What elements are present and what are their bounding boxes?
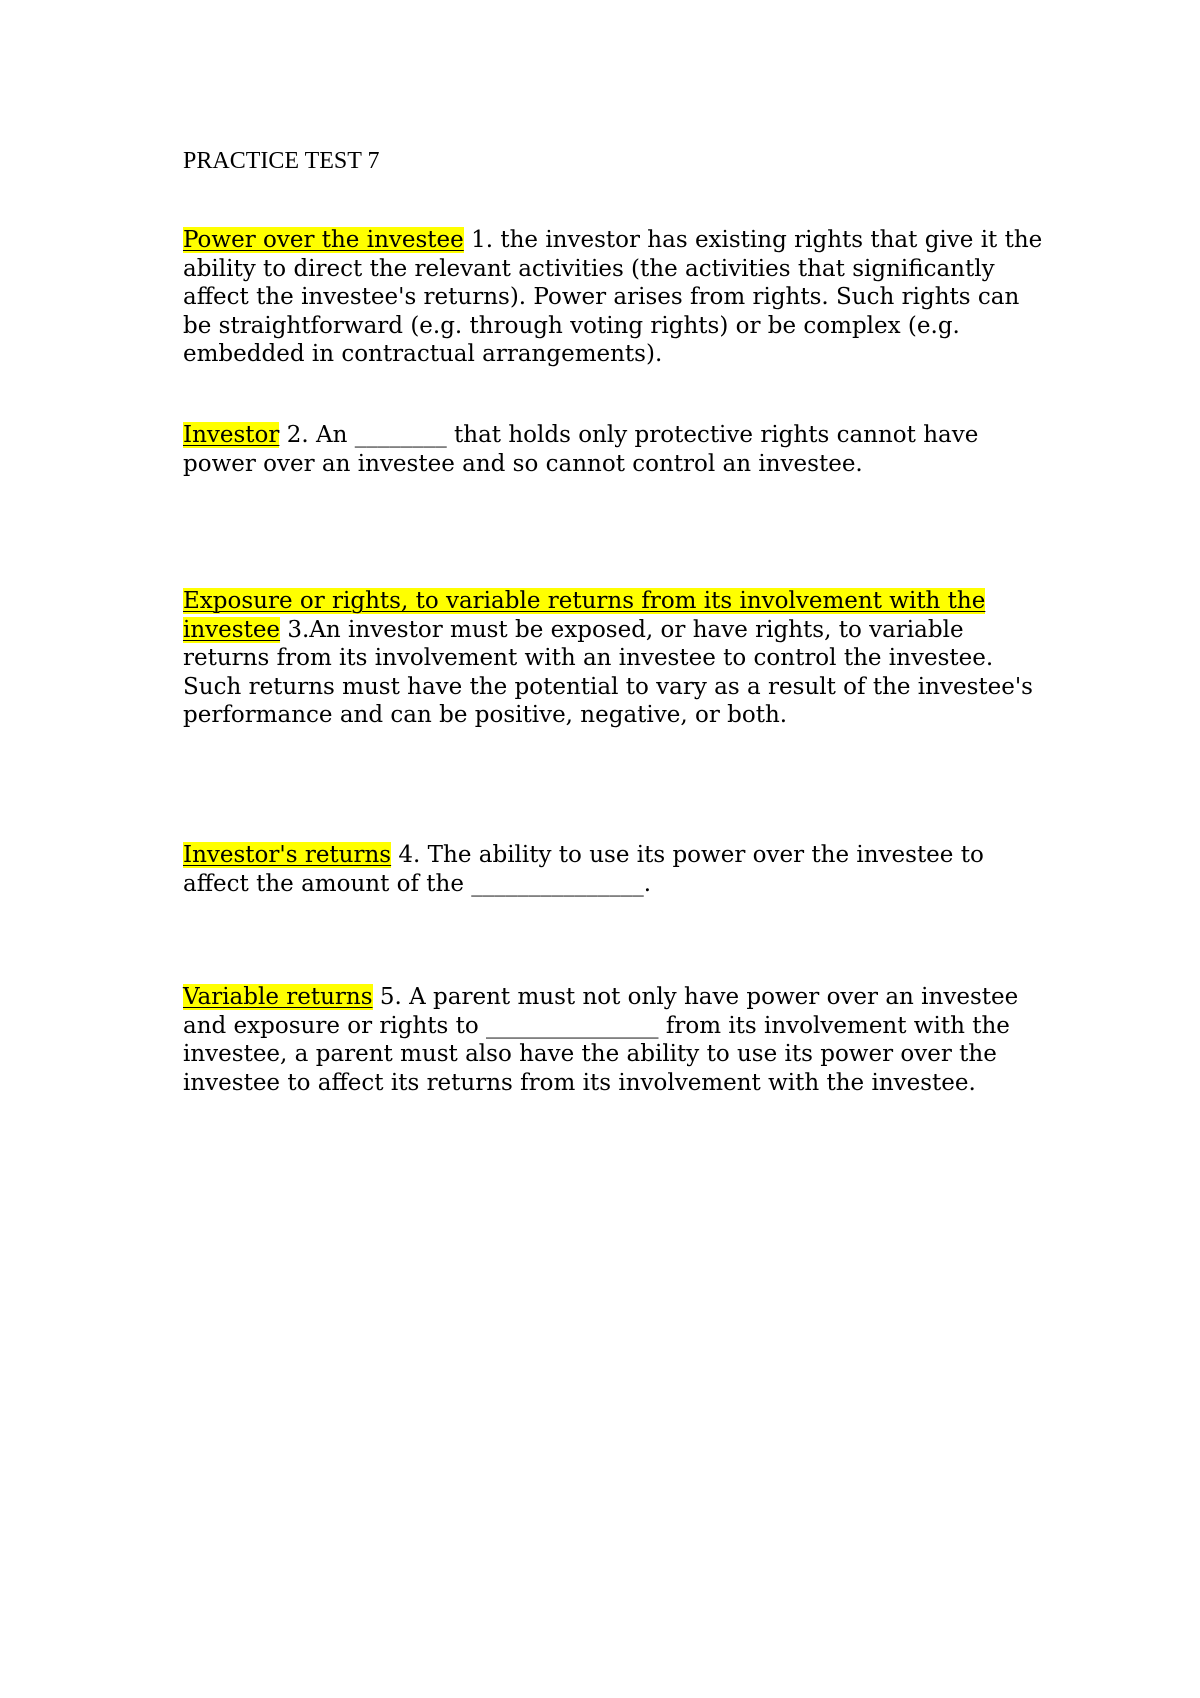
- answer-term: Investor's returns: [183, 842, 392, 868]
- question-text: 4. The ability to use its power over the investee to affect the amount of the _______________.: [183, 842, 984, 897]
- question-text: 1. the investor has existing rights that give it the ability to direct the relevant activities (the activities that significantly affect the investee's returns). Power arises from rights. Such rights can be straightforward (e.g. through voting rights) or be complex (e.g. embedded in contractual arrangements).: [183, 227, 1043, 367]
- question-3: [183, 587, 1043, 730]
- question-5: [183, 983, 1043, 1097]
- answer-term: Exposure or rights, to variable returns from its involvement with the investee: [183, 588, 986, 643]
- question-4: [183, 841, 1043, 898]
- page-title: PRACTICE TEST 7: [183, 148, 380, 174]
- question-text: 3.An investor must be exposed, or have rights, to variable returns from its involvement with an investee to control the investee. Such returns must have the potential to vary as a result of the investee's performance and can be positive, negative, or both.: [183, 616, 1033, 728]
- answer-term: Investor: [183, 422, 280, 448]
- answer-term: Variable returns: [183, 984, 373, 1010]
- question-2: [183, 421, 1043, 478]
- question-text: 5. A parent must not only have power over an investee and exposure or rights to _______________ from its involvement with the investee, a parent must also have the ability to use its power over the investee to affect its returns from its involvement with the investee.: [183, 984, 1019, 1096]
- question-1: [183, 226, 1043, 369]
- answer-term: Power over the investee: [183, 227, 464, 253]
- question-text: 2. An ________ that holds only protective rights cannot have power over an investee and so cannot control an investee.: [183, 422, 979, 477]
